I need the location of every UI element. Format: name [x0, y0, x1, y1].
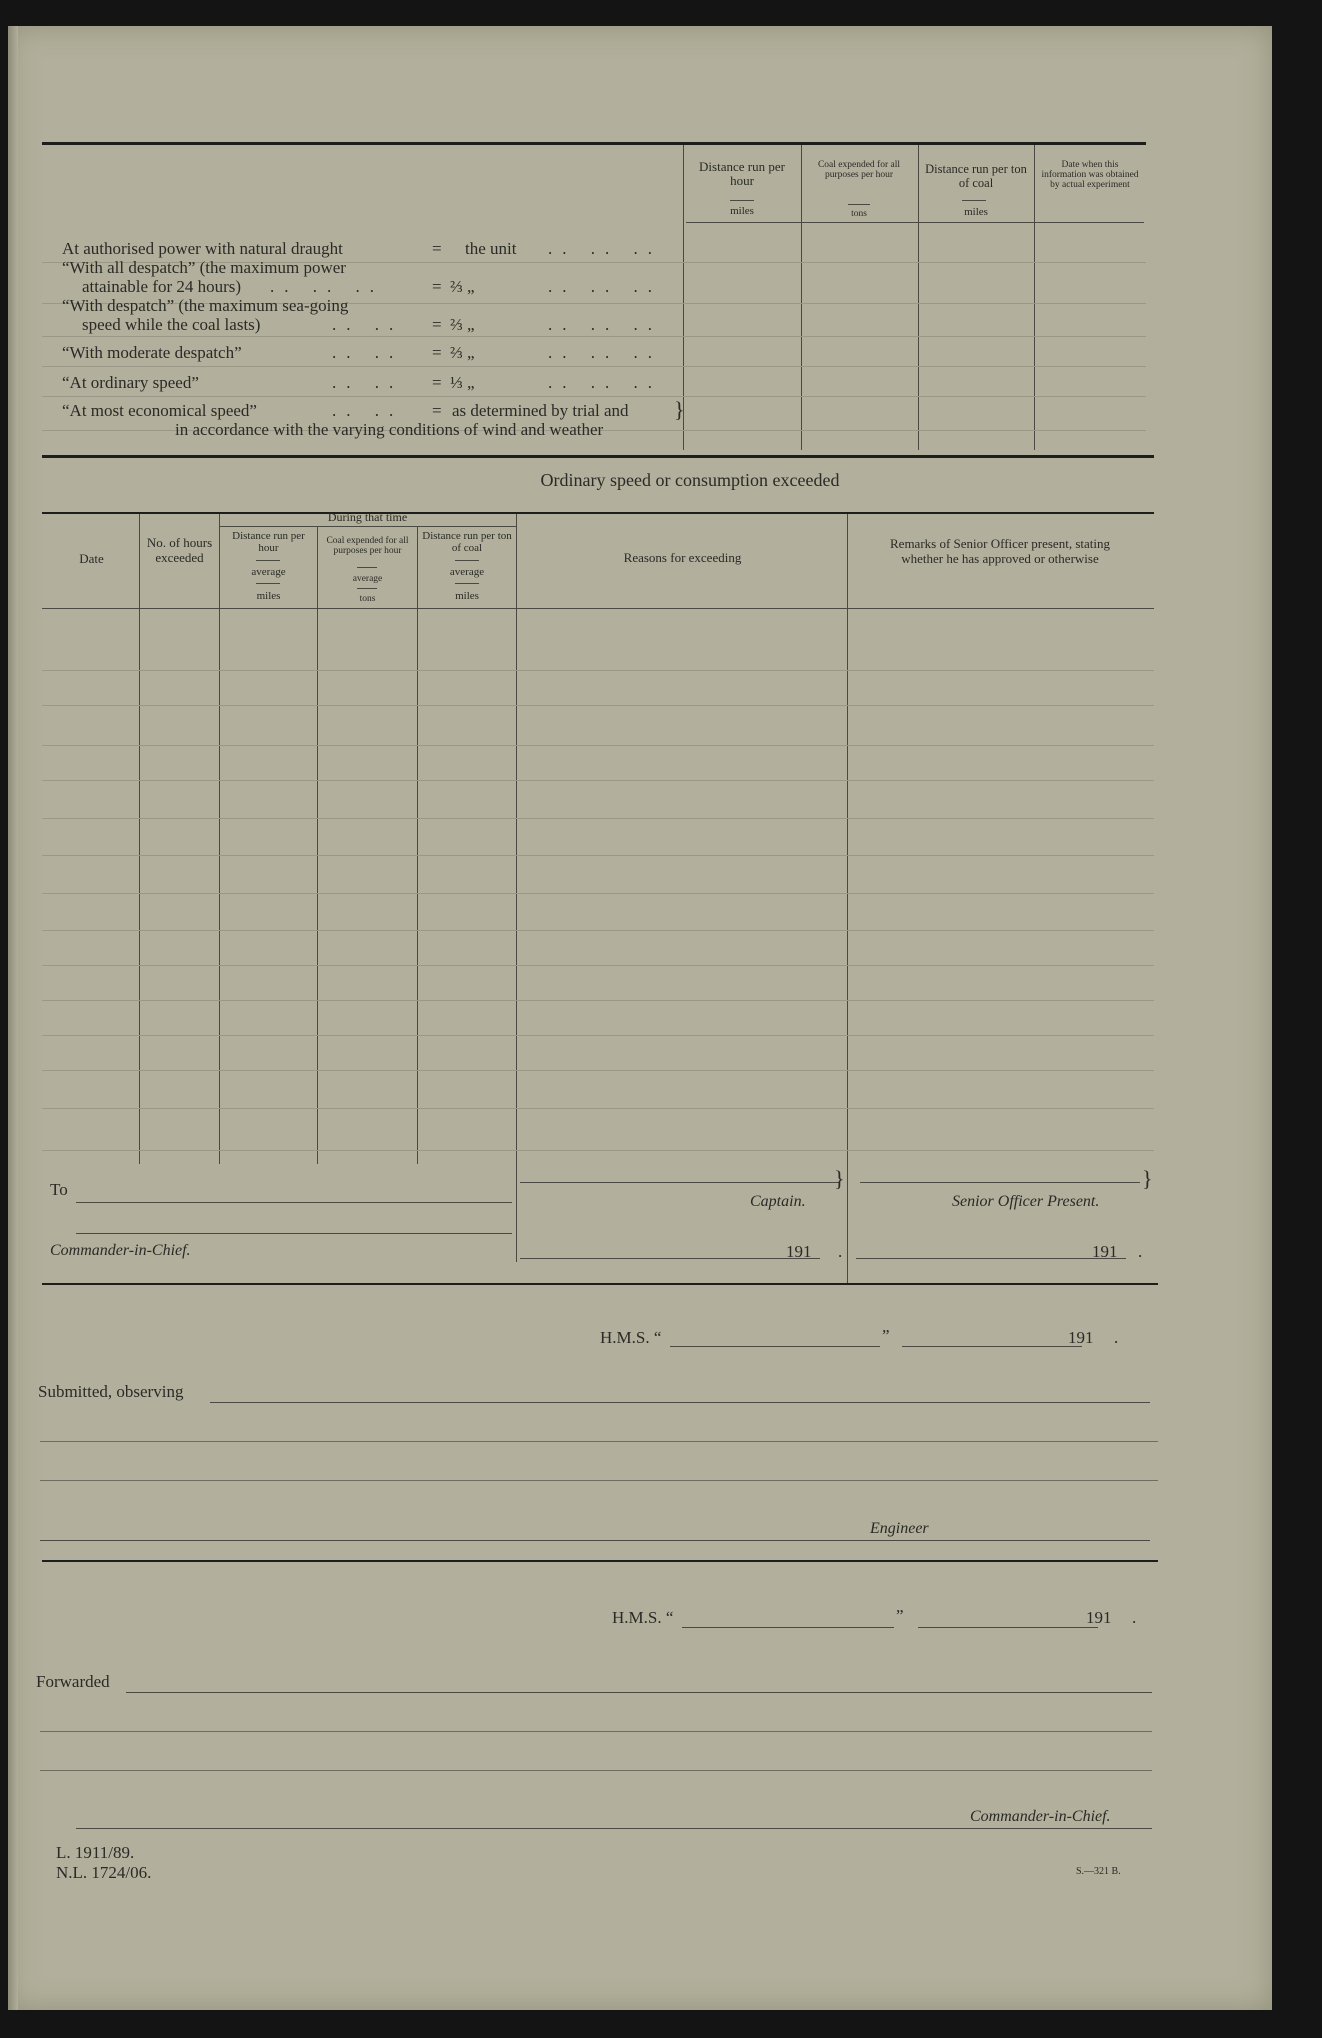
equals-sign: =: [432, 277, 442, 296]
exceed-ruling: [42, 1000, 1154, 1001]
header-dash: [256, 560, 280, 561]
brace: }: [834, 1166, 845, 1191]
hms-label: H.M.S. “: [612, 1608, 674, 1627]
speed-label: “With despatch” (the maximum sea-going: [62, 296, 349, 315]
commander-signature-line: [76, 1828, 1152, 1829]
header-coal: Coal expended for all purposes per hour: [326, 536, 409, 556]
captain-label: Captain.: [750, 1193, 806, 1210]
exceed-ruling: [42, 745, 1154, 746]
speed-value-cont: in accordance with the varying conditions of wind and weather: [175, 420, 604, 439]
equals-sign: =: [432, 315, 442, 334]
header-distance-run: Distance run per hour: [699, 159, 785, 188]
period: .: [1138, 1242, 1143, 1261]
top-col-line-3: [918, 145, 919, 450]
senior-signature-line: [860, 1182, 1140, 1183]
senior-year: 191: [1092, 1242, 1118, 1261]
exceed-header-underline: [42, 608, 1154, 609]
engineer-label: Engineer: [870, 1520, 929, 1537]
header-dash: [357, 588, 377, 589]
forward-line: [126, 1692, 1152, 1693]
equals-sign: =: [432, 343, 442, 362]
header-dash: [730, 200, 754, 201]
exceed-ruling: [42, 705, 1154, 706]
to-line: [76, 1202, 512, 1203]
senior-date-line: [856, 1258, 1126, 1259]
header-dist-run: Distance run per hour: [232, 530, 305, 554]
exceed-ruling: [42, 670, 1154, 671]
top-ruling: [42, 336, 1146, 337]
period: .: [1114, 1328, 1119, 1347]
date-line: [902, 1346, 1082, 1347]
exceed-col-line: [417, 527, 418, 1164]
header-during: During that time: [327, 510, 408, 524]
header-underline: [686, 222, 1144, 223]
speed-value: ⅔ „: [450, 343, 475, 362]
commander-line: [76, 1233, 512, 1234]
header-reasons: Reasons for exceeding: [623, 550, 742, 565]
book-spine: [8, 26, 18, 2010]
speed-label: “At most economical speed”: [62, 401, 257, 420]
brace: }: [1142, 1166, 1153, 1191]
exceed-ruling: [42, 855, 1154, 856]
top-col-line-2: [801, 145, 802, 450]
speed-value: ⅔ „: [450, 315, 475, 334]
period: .: [838, 1242, 843, 1261]
section-title: Ordinary speed or consumption exceeded: [540, 470, 840, 490]
header-tons: tons: [359, 594, 376, 604]
close-quote: ”: [896, 1606, 904, 1625]
leader-dots: .. .. ..: [548, 315, 662, 334]
leader-dots: .. .. ..: [548, 343, 662, 362]
header-coal-expended: Coal expended for all purposes per hour: [817, 160, 901, 180]
observation-line: [40, 1441, 1158, 1442]
leader-dots: .. ..: [332, 401, 404, 420]
commander-label: Commander-in-Chief.: [970, 1808, 1111, 1825]
during-rule: [220, 526, 516, 527]
speed-value: as determined by trial and: [452, 401, 629, 420]
exceed-col-line: [219, 514, 220, 1164]
exceed-ruling: [42, 780, 1154, 781]
equals-sign: =: [432, 239, 442, 258]
header-distance-run-unit: miles: [730, 205, 754, 217]
hms-label: H.M.S. “: [600, 1328, 662, 1347]
brace: }: [674, 397, 685, 422]
leader-dots: .. .. ..: [270, 277, 384, 296]
top-ruling: [42, 366, 1146, 367]
header-average: average: [352, 574, 383, 584]
speed-label: At authorised power with natural draught: [62, 239, 343, 258]
header-remarks: Remarks of Senior Officer present, stating whether he has approved or otherwise: [890, 536, 1110, 566]
header-average: average: [251, 566, 286, 578]
exceed-col-line: [317, 527, 318, 1164]
engineer-year: 191: [1068, 1328, 1094, 1347]
top-rule: [42, 142, 1146, 145]
ship-name-line: [682, 1627, 894, 1628]
submitted-label: Submitted, observing: [38, 1382, 184, 1401]
engineer-signature-line: [40, 1540, 1150, 1541]
footer-ref-1: L. 1911/89.: [56, 1843, 135, 1862]
captain-signature-line: [520, 1182, 840, 1183]
header-miles: miles: [455, 590, 479, 602]
exceed-top-rule: [42, 512, 1154, 514]
footer-code: S.—321 B.: [1076, 1866, 1121, 1877]
signoff-bottom-rule: [42, 1283, 1158, 1285]
header-dash: [962, 200, 986, 201]
header-dash: [455, 583, 479, 584]
exceed-ruling: [42, 965, 1154, 966]
header-average: average: [449, 566, 485, 578]
engineer-bottom-rule: [42, 1560, 1158, 1562]
header-dash: [256, 583, 280, 584]
equals-sign: =: [432, 373, 442, 392]
forwarded-label: Forwarded: [36, 1672, 110, 1691]
header-date: Date: [79, 551, 104, 566]
ship-name-line: [670, 1346, 880, 1347]
speed-value: ⅓ „: [450, 373, 475, 392]
header-distance-per-ton: Distance run per ton of coal: [925, 162, 1027, 190]
commander-label: Commander-in-Chief.: [50, 1242, 191, 1259]
speed-value: ⅔ „: [450, 277, 475, 296]
forward-line: [40, 1770, 1152, 1771]
leader-dots: .. ..: [332, 373, 404, 392]
close-quote: ”: [882, 1326, 890, 1345]
header-coal-expended-unit: tons: [851, 209, 867, 219]
captain-date-line: [520, 1258, 820, 1259]
forward-line: [40, 1731, 1152, 1732]
captain-year: 191: [786, 1242, 812, 1261]
top-table-bottom-rule: [42, 455, 1154, 458]
leader-dots: .. .. ..: [548, 373, 662, 392]
exceed-col-line: [139, 514, 140, 1164]
header-date-obtained: Date when this information was obtained by actual experiment: [1041, 160, 1139, 190]
header-miles: miles: [256, 590, 281, 602]
senior-label: Senior Officer Present.: [952, 1193, 1100, 1210]
speed-label: “With all despatch” (the maximum power: [62, 258, 346, 277]
leader-dots: .. ..: [332, 343, 404, 362]
exceed-ruling: [42, 1035, 1154, 1036]
speed-value: the unit: [465, 239, 517, 258]
exceed-ruling: [42, 1070, 1154, 1071]
exceed-ruling: [42, 930, 1154, 931]
to-label: To: [50, 1180, 68, 1199]
header-distance-per-ton-unit: miles: [964, 206, 988, 218]
header-dash: [357, 567, 377, 568]
top-col-line-4: [1034, 145, 1035, 450]
exceed-ruling: [42, 818, 1154, 819]
equals-sign: =: [432, 401, 442, 420]
header-dash: [455, 560, 479, 561]
speed-label-cont: speed while the coal lasts): [82, 315, 261, 334]
speed-label-cont: attainable for 24 hours): [82, 277, 242, 296]
leader-dots: .. ..: [332, 315, 404, 334]
speed-label: “With moderate despatch”: [62, 343, 242, 362]
speed-label: “At ordinary speed”: [62, 373, 199, 392]
forward-year: 191: [1086, 1608, 1112, 1627]
top-ruling: [42, 396, 1146, 397]
exceed-ruling: [42, 893, 1154, 894]
header-dash: [848, 204, 870, 205]
observation-line: [210, 1402, 1150, 1403]
exceed-col-line: [847, 514, 848, 1284]
footer-ref-2: N.L. 1724/06.: [56, 1863, 152, 1882]
observation-line: [40, 1480, 1158, 1481]
leader-dots: .. .. ..: [548, 239, 662, 258]
exceed-ruling: [42, 1150, 1154, 1151]
period: .: [1132, 1608, 1137, 1627]
header-dist-ton: Distance run per ton of coal: [422, 530, 512, 554]
exceed-ruling: [42, 1108, 1154, 1109]
date-line: [918, 1627, 1098, 1628]
header-hours: No. of hours exceeded: [146, 535, 213, 565]
leader-dots: .. .. ..: [548, 277, 662, 296]
